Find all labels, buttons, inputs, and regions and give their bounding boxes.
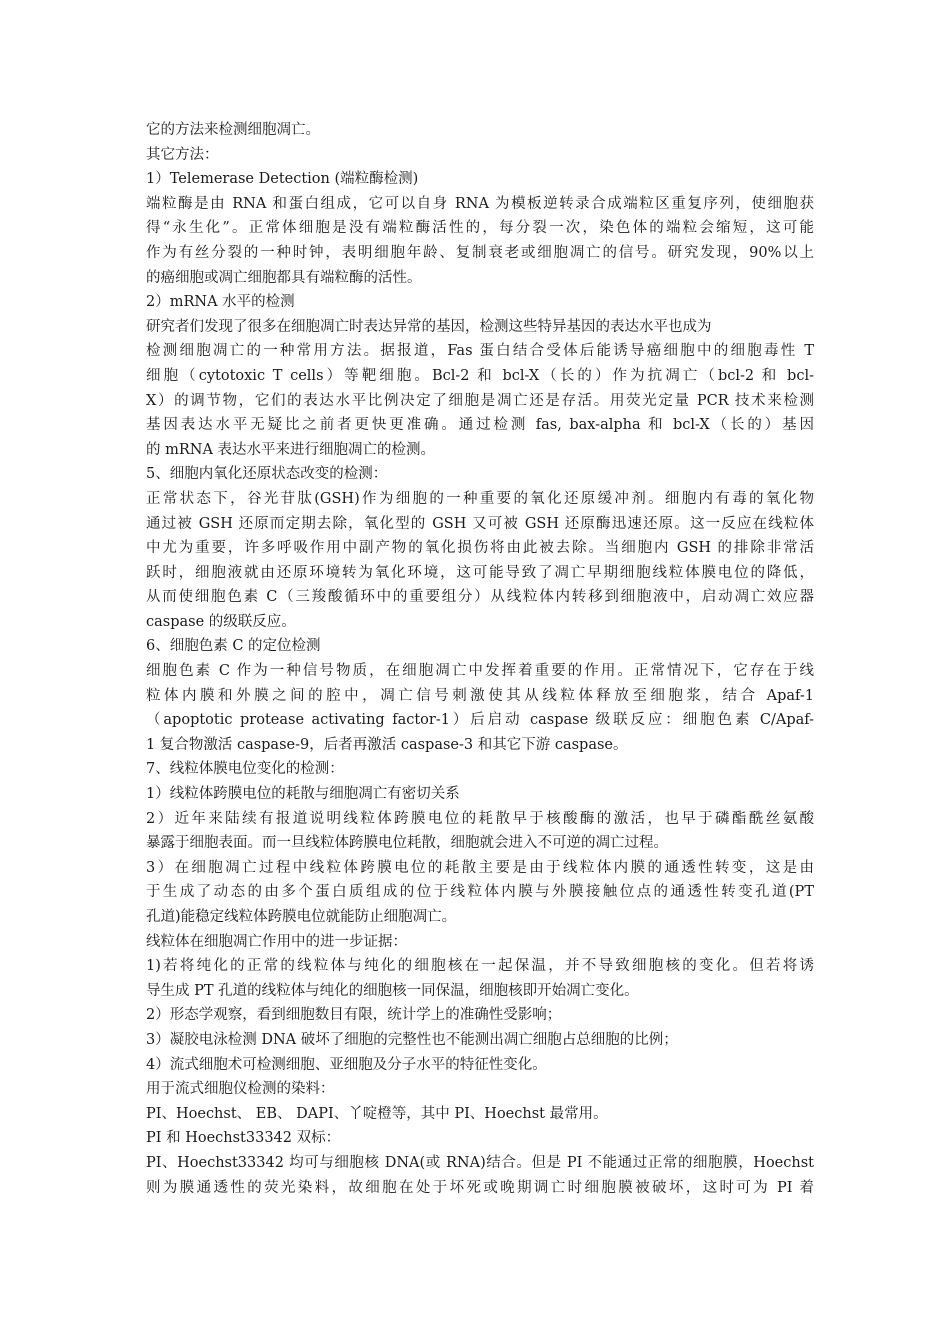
text-line: 3）在细胞凋亡过程中线粒体跨膜电位的耗散主要是由于线粒体内膜的通透性转变，这是由 [146, 859, 814, 876]
text-line: 的 mRNA 表达水平来进行细胞凋亡的检测。 [146, 441, 436, 458]
text-line: 线粒体在细胞凋亡作用中的进一步证据： [146, 933, 407, 950]
text-line: 粒体内膜和外膜之间的腔中，凋亡信号刺激使其从线粒体释放至细胞浆，结合 Apaf-1 [146, 687, 814, 704]
text-line: 正常状态下，谷光苷肽(GSH)作为细胞的一种重要的氧化还原缓冲剂。细胞内有毒的氧化物 [146, 490, 814, 507]
text-line: PI 和 Hoechst33342 双标： [146, 1130, 341, 1147]
text-line: 跃时，细胞液就由还原环境转为氧化环境，这可能导致了凋亡早期细胞线粒体膜电位的降低， [146, 564, 814, 581]
text-line: PI、Hoechst33342 均可与细胞核 DNA(或 RNA)结合。但是 PI 不能通过正常的细胞膜，Hoechst [146, 1154, 814, 1171]
text-line: 用于流式细胞仪检测的染料： [146, 1081, 335, 1098]
text-line: 基因表达水平无疑比之前者更快更准确。通过检测 fas, bax-alpha 和 bcl-X（长的）基因 [146, 417, 814, 434]
text-line: 1)若将纯化的正常的线粒体与纯化的细胞核在一起保温，并不导致细胞核的变化。但若将诱 [146, 958, 814, 975]
text-line: 3）凝胶电泳检测 DNA 破坏了细胞的完整性也不能测出凋亡细胞占总细胞的比例； [146, 1031, 678, 1048]
text-line: 孔道)能稳定线粒体跨膜电位就能防止细胞凋亡。 [146, 909, 457, 925]
text-line: 它的方法来检测细胞凋亡。 [146, 122, 320, 138]
text-line: PI、Hoechst、 EB、 DAPI、丫啶橙等，其中 PI、Hoechst 最常用。 [146, 1105, 608, 1122]
text-line: 中尤为重要，许多呼吸作用中副产物的氧化损伤将由此被去除。当细胞内 GSH 的排除非常活 [146, 540, 814, 557]
text-line: 端粒酶是由 RNA 和蛋白组成，它可以自身 RNA 为模板逆转录合成端粒区重复序列，使细胞获 [146, 195, 814, 212]
text-line: 1）Telemerase Detection (端粒酶检测) [146, 171, 419, 188]
document-body [146, 118, 814, 1200]
text-line: X）的调节物，它们的表达水平比例决定了细胞是凋亡还是存活。用荧光定量 PCR 技术来检测 [146, 392, 814, 409]
text-line: 的癌细胞或凋亡细胞都具有端粒酶的活性。 [146, 269, 422, 286]
text-line: 5、细胞内氧化还原状态改变的检测： [146, 466, 388, 483]
text-line: 于生成了动态的由多个蛋白质组成的位于线粒体内膜与外膜接触位点的通透性转变孔道(PT [146, 884, 814, 901]
text-line: caspase 的级联反应。 [146, 613, 296, 630]
text-line: 作为有丝分裂的一种时钟，表明细胞年龄、复制衰老或细胞凋亡的信号。研究发现，90%以上 [146, 244, 814, 261]
text-line: 检测细胞凋亡的一种常用方法。据报道，Fas 蛋白结合受体后能诱导癌细胞中的细胞毒性 T [146, 343, 814, 360]
text-line: 暴露于细胞表面。而一旦线粒体跨膜电位耗散，细胞就会进入不可逆的凋亡过程。 [146, 835, 668, 852]
text-line: 导生成 PT 孔道的线粒体与纯化的细胞核一同保温，细胞核即开始凋亡变化。 [146, 982, 639, 999]
text-line: 6、细胞色素 C 的定位检测 [146, 638, 321, 655]
text-line: 细胞色素 C 作为一种信号物质，在细胞凋亡中发挥着重要的作用。正常情况下，它存在于线 [146, 663, 814, 680]
text-line: 1）线粒体跨膜电位的耗散与细胞凋亡有密切关系 [146, 786, 460, 803]
text-line: 4）流式细胞术可检测细胞、亚细胞及分子水平的特征性变化。 [146, 1056, 547, 1073]
text-line: 通过被 GSH 还原而定期去除，氧化型的 GSH 又可被 GSH 还原酶迅速还原。这一反应在线粒体 [146, 515, 814, 532]
text-line: （apoptotic protease activating factor-1）后启动 caspase 级联反应：细胞色素 C/Apaf- [146, 712, 814, 729]
text-line: 则为膜通透性的荧光染料，故细胞在处于坏死或晚期调亡时细胞膜被破坏，这时可为 PI 着 [146, 1179, 814, 1196]
text-line: 其它方法： [146, 146, 219, 163]
text-line: 细胞（cytotoxic T cells）等靶细胞。Bcl-2 和 bcl-X（长的）作为抗凋亡（bcl-2 和 bcl- [146, 367, 814, 384]
text-line: 得“永生化”。正常体细胞是没有端粒酶活性的，每分裂一次，染色体的端粒会缩短，这可能 [146, 220, 814, 237]
text-line: 2）形态学观察，看到细胞数目有限，统计学上的准确性受影响； [146, 1007, 562, 1024]
text-line: 7、线粒体膜电位变化的检测： [146, 761, 344, 778]
text-line: 研究者们发现了很多在细胞凋亡时表达异常的基因，检测这些特异基因的表达水平也成为 [146, 318, 712, 335]
text-line: 从而使细胞色素 C（三羧酸循环中的重要组分）从线粒体内转移到细胞液中，启动凋亡效应器 [146, 589, 814, 606]
text-line: 1 复合物激活 caspase-9，后者再激活 caspase-3 和其它下游 caspase。 [146, 736, 628, 753]
text-line: 2）mRNA 水平的检测 [146, 294, 295, 311]
text-line: 2）近年来陆续有报道说明线粒体跨膜电位的耗散早于核酸酶的激活，也早于磷酯酰丝氨酸 [146, 810, 814, 827]
